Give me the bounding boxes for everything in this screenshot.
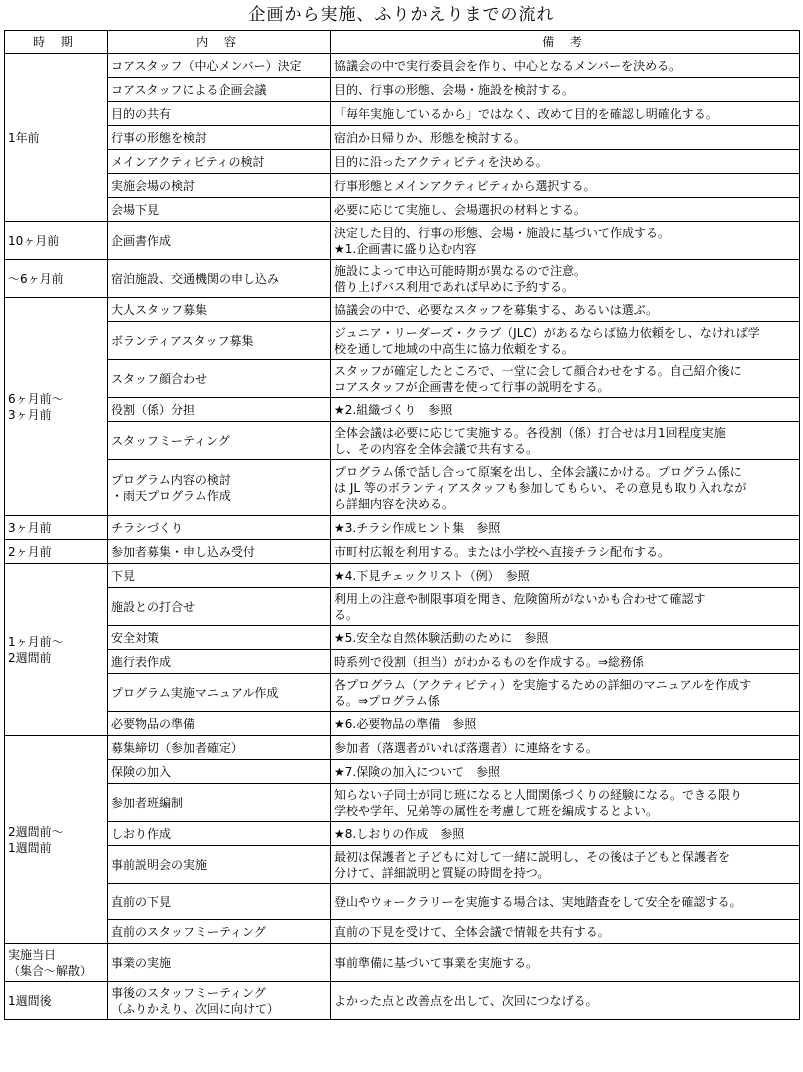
page-title: 企画から実施、ふりかえりまでの流れ [248, 5, 555, 25]
remarks-cell: 参加者（落選者がいれば落選者）に連絡をする。 [331, 736, 800, 760]
header-period: 時 期 [5, 31, 108, 54]
remarks-cell: ★7.保険の加入について 参照 [331, 760, 800, 784]
remarks-cell: 宿泊か日帰りか、形態を検討する。 [331, 126, 800, 150]
remarks-cell: ★3.チラシ作成ヒント集 参照 [331, 516, 800, 540]
content-cell: 宿泊施設、交通機関の申し込み [108, 260, 331, 298]
remarks-cell: 最初は保護者と子どもに対して一緒に説明し、その後は子どもと保護者を 分けて、詳細説明と質疑の時間を持つ。 [331, 846, 800, 884]
remarks-cell: スタッフが確定したところで、一堂に会して顔合わせをする。自己紹介後に コアスタッフが企画書を使って行事の説明をする。 [331, 360, 800, 398]
content-cell: メインアクティビティの検討 [108, 150, 331, 174]
period-cell: 1ヶ月前～ 2週間前 [5, 564, 108, 736]
table-row [5, 222, 800, 260]
period-cell: 実施当日 （集合～解散） [5, 944, 108, 982]
remarks-cell: 目的、行事の形態、会場・施設を検討する。 [331, 78, 800, 102]
table-row [5, 360, 800, 398]
period-cell: ～6ヶ月前 [5, 260, 108, 298]
table-row [5, 126, 800, 150]
content-cell: 目的の共有 [108, 102, 331, 126]
content-cell: 会場下見 [108, 198, 331, 222]
period-cell: 1週間後 [5, 982, 108, 1020]
remarks-cell: 施設によって申込可能時期が異なるので注意。 借り上げバス利用であれば早めに予約する。 [331, 260, 800, 298]
period-cell: 10ヶ月前 [5, 222, 108, 260]
remarks-cell: 必要に応じて実施し、会場選択の材料とする。 [331, 198, 800, 222]
period-cell: 2ヶ月前 [5, 540, 108, 564]
remarks-cell: 全体会議は必要に応じて実施する。各役割（係）打合せは月1回程度実施 し、その内容を全体会議で共有する。 [331, 422, 800, 460]
remarks-cell: ★6.必要物品の準備 参照 [331, 712, 800, 736]
content-cell: 直前の下見 [108, 884, 331, 920]
table-row [5, 102, 800, 126]
remarks-cell: ★4.下見チェックリスト（例） 参照 [331, 564, 800, 588]
table-row [5, 260, 800, 298]
content-cell: 企画書作成 [108, 222, 331, 260]
table-row [5, 588, 800, 626]
remarks-cell: 協議会の中で実行委員会を作り、中心となるメンバーを決める。 [331, 54, 800, 78]
table-row [5, 650, 800, 674]
content-cell: 保険の加入 [108, 760, 331, 784]
content-cell: 事後のスタッフミーティング （ふりかえり、次回に向けて） [108, 982, 331, 1020]
remarks-cell: ジュニア・リーダーズ・クラブ（JLC）があるならば協力依頼をし、なければ学 校を通して地域の中高生に協力依頼をする。 [331, 322, 800, 360]
table-row [5, 674, 800, 712]
content-cell: 募集締切（参加者確定） [108, 736, 331, 760]
content-cell: プログラム内容の検討 ・雨天プログラム作成 [108, 460, 331, 516]
content-cell: 役割（係）分担 [108, 398, 331, 422]
content-cell: コアスタッフによる企画会議 [108, 78, 331, 102]
table-row [5, 516, 800, 540]
remarks-cell: 決定した目的、行事の形態、会場・施設に基づいて作成する。 ★1.企画書に盛り込む内容 [331, 222, 800, 260]
table-row [5, 174, 800, 198]
remarks-cell: 知らない子同士が同じ班になると人間関係づくりの経験になる。できる限り 学校や学年、兄弟等の属性を考慮して班を編成するとよい。 [331, 784, 800, 822]
header-remarks: 備 考 [331, 31, 800, 54]
table-row [5, 322, 800, 360]
content-cell: ボランティアスタッフ募集 [108, 322, 331, 360]
remarks-cell: 事前準備に基づいて事業を実施する。 [331, 944, 800, 982]
table-row [5, 884, 800, 920]
content-cell: 安全対策 [108, 626, 331, 650]
table-row [5, 564, 800, 588]
remarks-cell: ★8.しおりの作成 参照 [331, 822, 800, 846]
content-cell: 大人スタッフ募集 [108, 298, 331, 322]
table-row [5, 78, 800, 102]
remarks-cell: 直前の下見を受けて、全体会議で情報を共有する。 [331, 920, 800, 944]
content-cell: コアスタッフ（中心メンバー）決定 [108, 54, 331, 78]
table-row [5, 54, 800, 78]
remarks-cell: よかった点と改善点を出して、次回につなげる。 [331, 982, 800, 1020]
content-cell: 事業の実施 [108, 944, 331, 982]
remarks-cell: 利用上の注意や制限事項を聞き、危険箇所がないかも合わせて確認す る。 [331, 588, 800, 626]
remarks-cell: 目的に沿ったアクティビティを決める。 [331, 150, 800, 174]
remarks-cell: 協議会の中で、必要なスタッフを募集する、あるいは選ぶ。 [331, 298, 800, 322]
table-row [5, 460, 800, 516]
content-cell: 必要物品の準備 [108, 712, 331, 736]
table-row [5, 540, 800, 564]
content-cell: 直前のスタッフミーティング [108, 920, 331, 944]
remarks-cell: 市町村広報を利用する。または小学校へ直接チラシ配布する。 [331, 540, 800, 564]
remarks-cell: ★5.安全な自然体験活動のために 参照 [331, 626, 800, 650]
header-content: 内 容 [108, 31, 331, 54]
table-row [5, 398, 800, 422]
content-cell: 施設との打合せ [108, 588, 331, 626]
table-row [5, 944, 800, 982]
period-cell: 2週間前～ 1週間前 [5, 736, 108, 944]
content-cell: しおり作成 [108, 822, 331, 846]
content-cell: 参加者募集・申し込み受付 [108, 540, 331, 564]
table-row [5, 760, 800, 784]
content-cell: スタッフミーティング [108, 422, 331, 460]
remarks-cell: 登山やウォークラリーを実施する場合は、実地踏査をして安全を確認する。 [331, 884, 800, 920]
table-row [5, 422, 800, 460]
table-row [5, 846, 800, 884]
content-cell: 事前説明会の実施 [108, 846, 331, 884]
table-row [5, 626, 800, 650]
remarks-cell: ★2.組織づくり 参照 [331, 398, 800, 422]
period-cell: 3ヶ月前 [5, 516, 108, 540]
table-row [5, 712, 800, 736]
content-cell: 行事の形態を検討 [108, 126, 331, 150]
table-row [5, 920, 800, 944]
remarks-cell: 時系列で役割（担当）がわかるものを作成する。⇒総務係 [331, 650, 800, 674]
table-row [5, 150, 800, 174]
period-cell: 6ヶ月前～ 3ヶ月前 [5, 298, 108, 516]
period-cell: 1年前 [5, 54, 108, 222]
content-cell: チラシづくり [108, 516, 331, 540]
table-row [5, 982, 800, 1020]
remarks-cell: 各プログラム（アクティビティ）を実施するための詳細のマニュアルを作成す る。⇒プログラム係 [331, 674, 800, 712]
schedule-table [4, 30, 800, 1020]
table-row [5, 822, 800, 846]
table-row [5, 784, 800, 822]
table-row [5, 198, 800, 222]
remarks-cell: プログラム係で話し合って原案を出し、全体会議にかける。プログラム係に は JL 等のボランティアスタッフも参加してもらい、その意見も取り入れなが ら詳細内容を決める。 [331, 460, 800, 516]
content-cell: プログラム実施マニュアル作成 [108, 674, 331, 712]
table-header-row [5, 31, 800, 54]
remarks-cell: 行事形態とメインアクティビティから選択する。 [331, 174, 800, 198]
table-row [5, 298, 800, 322]
content-cell: 進行表作成 [108, 650, 331, 674]
remarks-cell: 「毎年実施しているから」ではなく、改めて目的を確認し明確化する。 [331, 102, 800, 126]
content-cell: 下見 [108, 564, 331, 588]
content-cell: 実施会場の検討 [108, 174, 331, 198]
table-row [5, 736, 800, 760]
content-cell: 参加者班編制 [108, 784, 331, 822]
content-cell: スタッフ顔合わせ [108, 360, 331, 398]
